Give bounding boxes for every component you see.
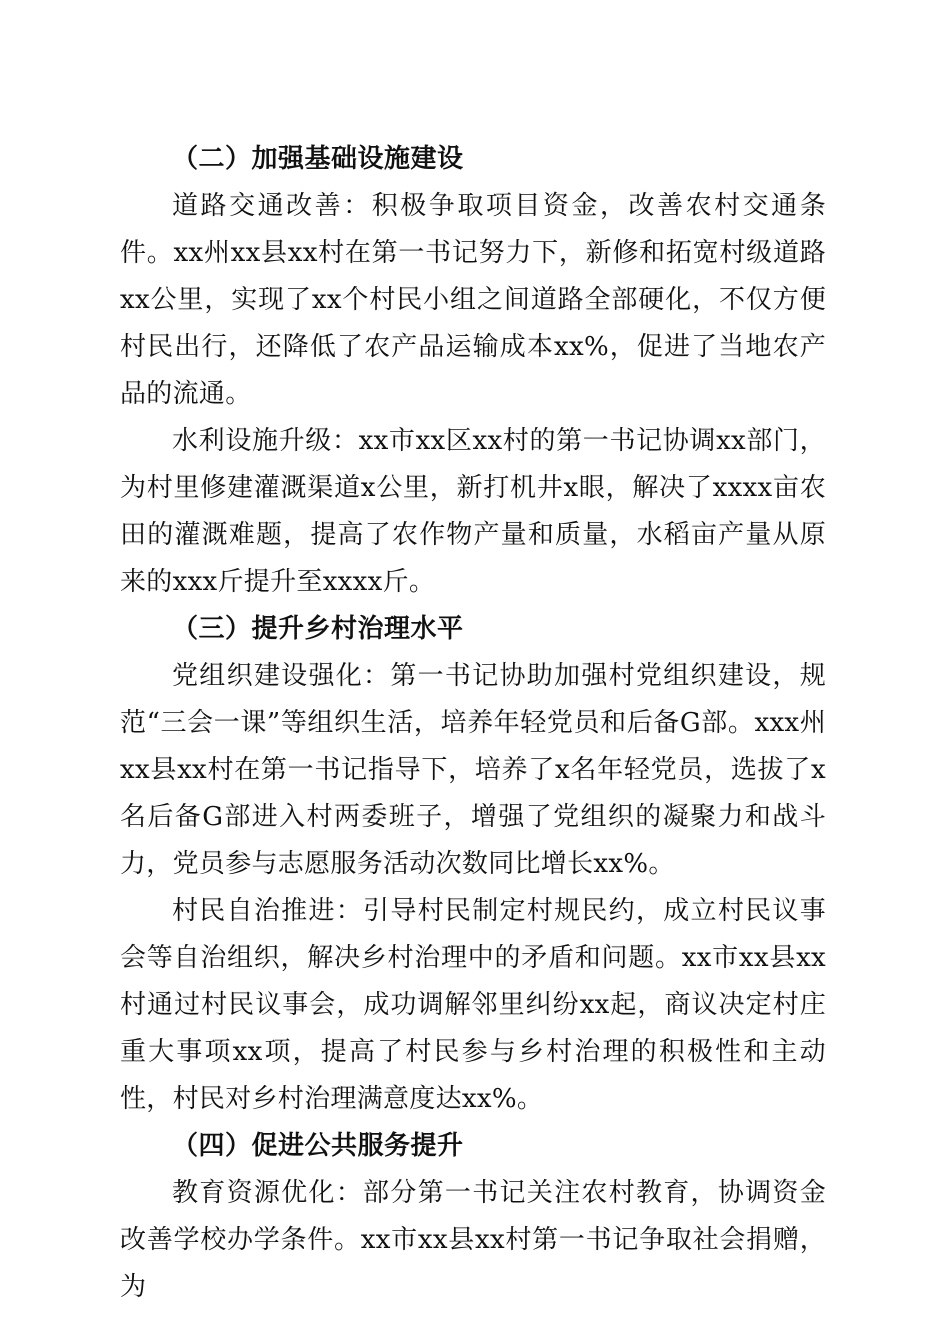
paragraph-road-transport: 道路交通改善：积极争取项目资金，改善农村交通条件。xx州xx县xx村在第一书记努力下，新修和拓宽村级道路xx公里，实现了xx个村民小组之间道路全部硬化，不仅方便村民出行，还降低了农产品运输成本xx%，促进了当地农产品的流通。	[120, 191, 826, 409]
section-heading-governance: （三）提升乡村治理水平	[172, 614, 464, 644]
paragraph-party-organization: 党组织建设强化：第一书记协助加强村党组织建设，规范“三会一课”等组织生活，培养年轻党员和后备G部。xxx州xx县xx村在第一书记指导下，培养了x名年轻党员，选拔了x名后备G部进入村两委班子，增强了党组织的凝聚力和战斗力，党员参与志愿服务活动次数同比增长xx%。	[120, 661, 826, 879]
paragraph-villager-autonomy: 村民自治推进：引导村民制定村规民约，成立村民议事会等自治组织，解决乡村治理中的矛盾和问题。xx市xx县xx村通过村民议事会，成功调解邻里纠纷xx起，商议决定村庄重大事项xx项，提高了村民参与乡村治理的积极性和主动性，村民对乡村治理满意度达xx%。	[120, 896, 826, 1114]
section-heading-infrastructure: （二）加强基础设施建设	[172, 144, 464, 174]
paragraph-water-conservancy: 水利设施升级：xx市xx区xx村的第一书记协调xx部门，为村里修建灌溉渠道x公里，新打机井x眼，解决了xxxx亩农田的灌溉难题，提高了农作物产量和质量，水稻亩产量从原来的xxx斤提升至xxxx斤。	[120, 426, 826, 597]
document-body	[120, 136, 826, 1311]
paragraph-education-resources: 教育资源优化：部分第一书记关注农村教育，协调资金改善学校办学条件。xx市xx县xx村第一书记争取社会捐赠，为	[120, 1178, 826, 1302]
section-heading-public-services: （四）促进公共服务提升	[172, 1131, 464, 1161]
